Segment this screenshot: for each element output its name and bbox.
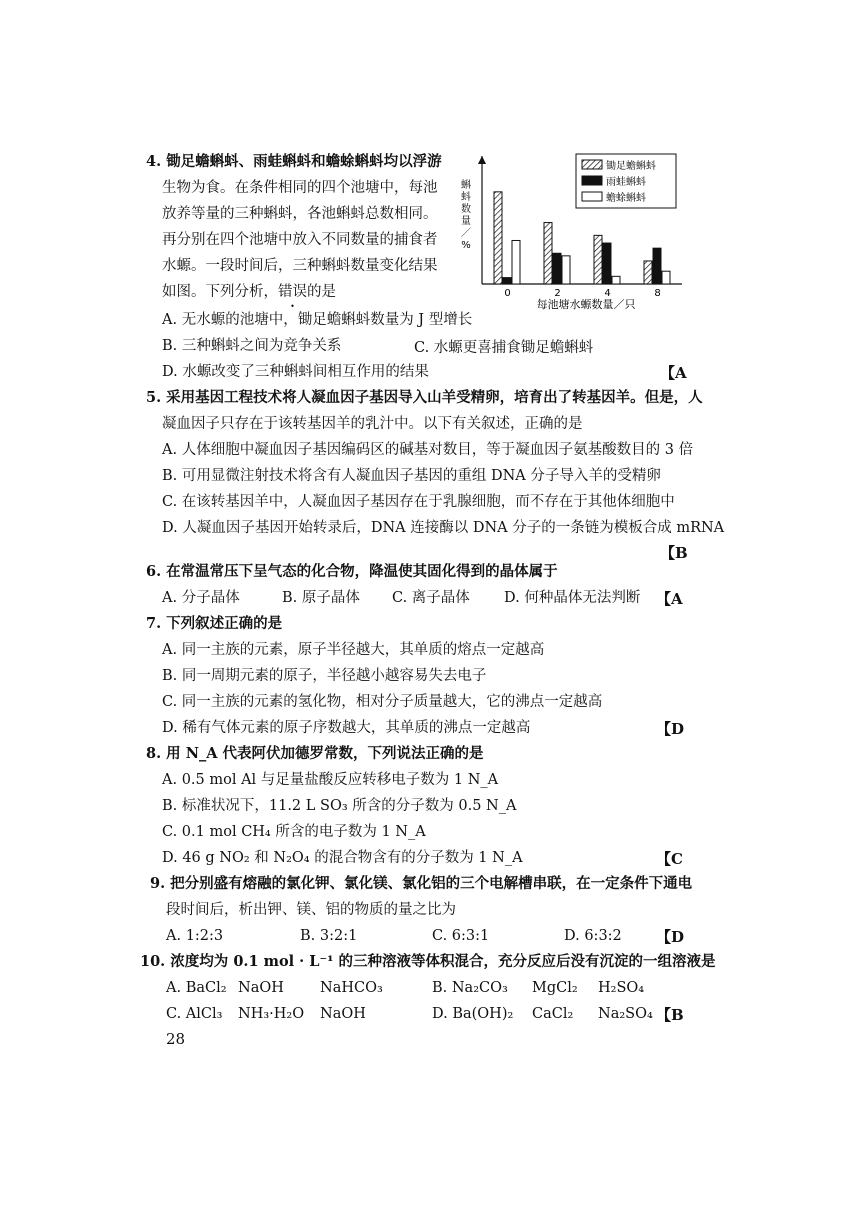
q10-b-3: H₂SO₄	[598, 980, 645, 996]
q7-answer: 【D	[656, 720, 685, 738]
x-tick-label: 8	[654, 288, 661, 299]
legend-label: 锄足蟾蝌蚪	[606, 161, 656, 172]
q10-a-2: NaOH	[238, 980, 284, 996]
q10-b-1: B. Na₂CO₃	[432, 980, 508, 996]
q4-line-2: 生物为食。在条件相同的四个池塘中，每池	[162, 180, 438, 196]
q6-option-c: C. 离子晶体	[392, 590, 470, 606]
q5-option-d: D. 人凝血因子基因开始转录后，DNA 连接酶以 DNA 分子的一条链为模板合成 mRNA	[162, 520, 725, 536]
q10-b-2: MgCl₂	[532, 980, 578, 996]
x-tick-label: 0	[504, 288, 511, 299]
q8-option-a: A. 0.5 mol Al 与足量盐酸反应转移电子数为 1 N_A	[162, 772, 499, 788]
q10-stem: 10. 浓度均为 0.1 mol · L⁻¹ 的三种溶液等体积混合，充分反应后没有沉淀的一组溶液是	[140, 953, 716, 970]
chart-legend	[576, 154, 676, 208]
bar-雨蛙蝌蚪-4	[603, 243, 611, 284]
q7-option-b: B. 同一周期元素的原子，半径越小越容易失去电子	[162, 668, 487, 684]
y-label-char: 蝌	[461, 180, 471, 191]
y-label-char: 蚪	[461, 192, 471, 203]
y-label-char: ／	[461, 228, 471, 239]
q5-answer: 【B	[660, 544, 688, 562]
bar-蟾蜍蝌蚪-4	[612, 276, 620, 284]
q6-answer: 【A	[656, 590, 683, 608]
q9-option-b: B. 3:2:1	[300, 928, 358, 944]
legend-swatch	[582, 176, 602, 185]
bar-锄足蟾蝌蚪-4	[594, 235, 602, 284]
q10-answer: 【B	[656, 1006, 684, 1024]
page-number: 28	[166, 1030, 186, 1048]
x-tick-label: 2	[554, 288, 561, 299]
q10-d-1: D. Ba(OH)₂	[432, 1006, 514, 1022]
q9-line-2: 段时间后，析出钾、镁、铝的物质的量之比为	[166, 902, 456, 918]
q9-option-c: C. 6:3:1	[432, 928, 490, 944]
legend-swatch	[582, 160, 602, 169]
q9-answer: 【D	[656, 928, 685, 946]
bar-雨蛙蝌蚪-2	[553, 253, 561, 284]
q5-option-b: B. 可用显微注射技术将含有人凝血因子基因的重组 DNA 分子导入羊的受精卵	[162, 468, 661, 484]
q6-option-b: B. 原子晶体	[282, 590, 360, 606]
legend-label: 蟾蜍蝌蚪	[606, 193, 646, 204]
y-label-char: 数	[461, 204, 471, 215]
tadpole-bar-chart	[458, 150, 684, 322]
q4-line-5: 水螈。一段时间后，三种蝌蚪数量变化结果	[162, 258, 438, 274]
q4-line-4: 再分别在四个池塘中放入不同数量的捕食者	[162, 232, 438, 248]
y-label-char: 量	[461, 216, 471, 227]
q8-option-b: B. 标准状况下，11.2 L SO₃ 所含的分子数为 0.5 N_A	[162, 798, 517, 814]
q7-option-c: C. 同一主族的元素的氢化物，相对分子质量越大，它的沸点一定越高	[162, 694, 603, 710]
q4-option-c: C. 水螈更喜捕食锄足蟾蝌蚪	[414, 340, 594, 356]
bar-蟾蜍蝌蚪-0	[512, 240, 520, 284]
x-tick-label: 4	[604, 288, 611, 299]
bar-雨蛙蝌蚪-0	[503, 278, 511, 284]
legend-label: 雨蛙蝌蚪	[606, 177, 646, 188]
chart-x-label: 每池塘水螈数量／只	[536, 298, 636, 311]
q7-option-d: D. 稀有气体元素的原子序数越大，其单质的沸点一定越高	[162, 720, 531, 736]
bar-锄足蟾蝌蚪-2	[544, 223, 552, 284]
q9-option-a: A. 1:2:3	[166, 928, 224, 944]
q5-line-1: 5. 采用基因工程技术将人凝血因子基因导入山羊受精卵，培育出了转基因羊。但是，人	[146, 389, 703, 406]
q4-line-6	[162, 282, 336, 302]
q10-c-1: C. AlCl₃	[166, 1006, 223, 1022]
bar-锄足蟾蝌蚪-8	[644, 261, 652, 284]
q4-line-3: 放养等量的三种蝌蚪，各池蝌蚪总数相同。	[162, 206, 438, 222]
q8-answer: 【C	[656, 850, 683, 868]
q10-c-2: NH₃·H₂O	[238, 1006, 305, 1022]
q4-line-1: 4. 锄足蟾蝌蚪、雨蛙蝌蚪和蟾蜍蝌蚪均以浮游	[146, 153, 442, 170]
q6-stem: 6. 在常温常压下呈气态的化合物，降温使其固化得到的晶体属于	[146, 563, 558, 580]
bar-蟾蜍蝌蚪-8	[662, 271, 670, 284]
q10-a-1: A. BaCl₂	[166, 980, 227, 996]
q4-emphasis: 错误	[278, 284, 307, 300]
q4-answer: 【A	[660, 364, 687, 382]
q9-line-1: 9. 把分别盛有熔融的氯化钾、氯化镁、氯化铝的三个电解槽串联，在一定条件下通电	[150, 875, 693, 892]
q5-line-2: 凝血因子只存在于该转基因羊的乳汁中。以下有关叙述，正确的是	[162, 416, 583, 432]
q6-option-a: A. 分子晶体	[162, 590, 240, 606]
q4-line-6-pre: 如图。下列分析，	[162, 284, 278, 300]
bar-雨蛙蝌蚪-8	[653, 248, 661, 284]
q4-option-a: A. 无水螈的池塘中，锄足蟾蝌蚪数量为 J 型增长	[162, 312, 473, 328]
q5-option-a: A. 人体细胞中凝血因子基因编码区的碱基对数目，等于凝血因子氨基酸数目的 3 倍	[162, 442, 694, 458]
bar-蟾蜍蝌蚪-2	[562, 256, 570, 284]
q10-a-3: NaHCO₃	[320, 980, 383, 996]
bar-锄足蟾蝌蚪-0	[494, 192, 502, 284]
q9-option-d: D. 6:3:2	[564, 928, 622, 944]
q6-option-d: D. 何种晶体无法判断	[504, 590, 641, 606]
y-label-char: %	[461, 240, 471, 251]
q8-option-c: C. 0.1 mol CH₄ 所含的电子数为 1 N_A	[162, 824, 426, 840]
legend-swatch	[582, 192, 602, 201]
q4-option-b: B. 三种蝌蚪之间为竞争关系	[162, 338, 342, 354]
q4-option-d: D. 水螈改变了三种蝌蚪间相互作用的结果	[162, 364, 429, 380]
q10-d-3: Na₂SO₄	[598, 1006, 653, 1022]
q10-d-2: CaCl₂	[532, 1006, 574, 1022]
q4-line-6-post: 的是	[307, 284, 336, 300]
q7-option-a: A. 同一主族的元素，原子半径越大，其单质的熔点一定越高	[162, 642, 545, 658]
q7-stem: 7. 下列叙述正确的是	[146, 615, 283, 632]
q8-option-d: D. 46 g NO₂ 和 N₂O₄ 的混合物含有的分子数为 1 N_A	[162, 850, 523, 866]
q5-option-c: C. 在该转基因羊中，人凝血因子基因存在于乳腺细胞，而不存在于其他体细胞中	[162, 494, 675, 510]
q8-stem: 8. 用 N_A 代表阿伏加德罗常数，下列说法正确的是	[146, 745, 484, 762]
q10-c-3: NaOH	[320, 1006, 366, 1022]
y-axis-arrow	[478, 156, 486, 164]
chart-y-label	[461, 178, 471, 251]
